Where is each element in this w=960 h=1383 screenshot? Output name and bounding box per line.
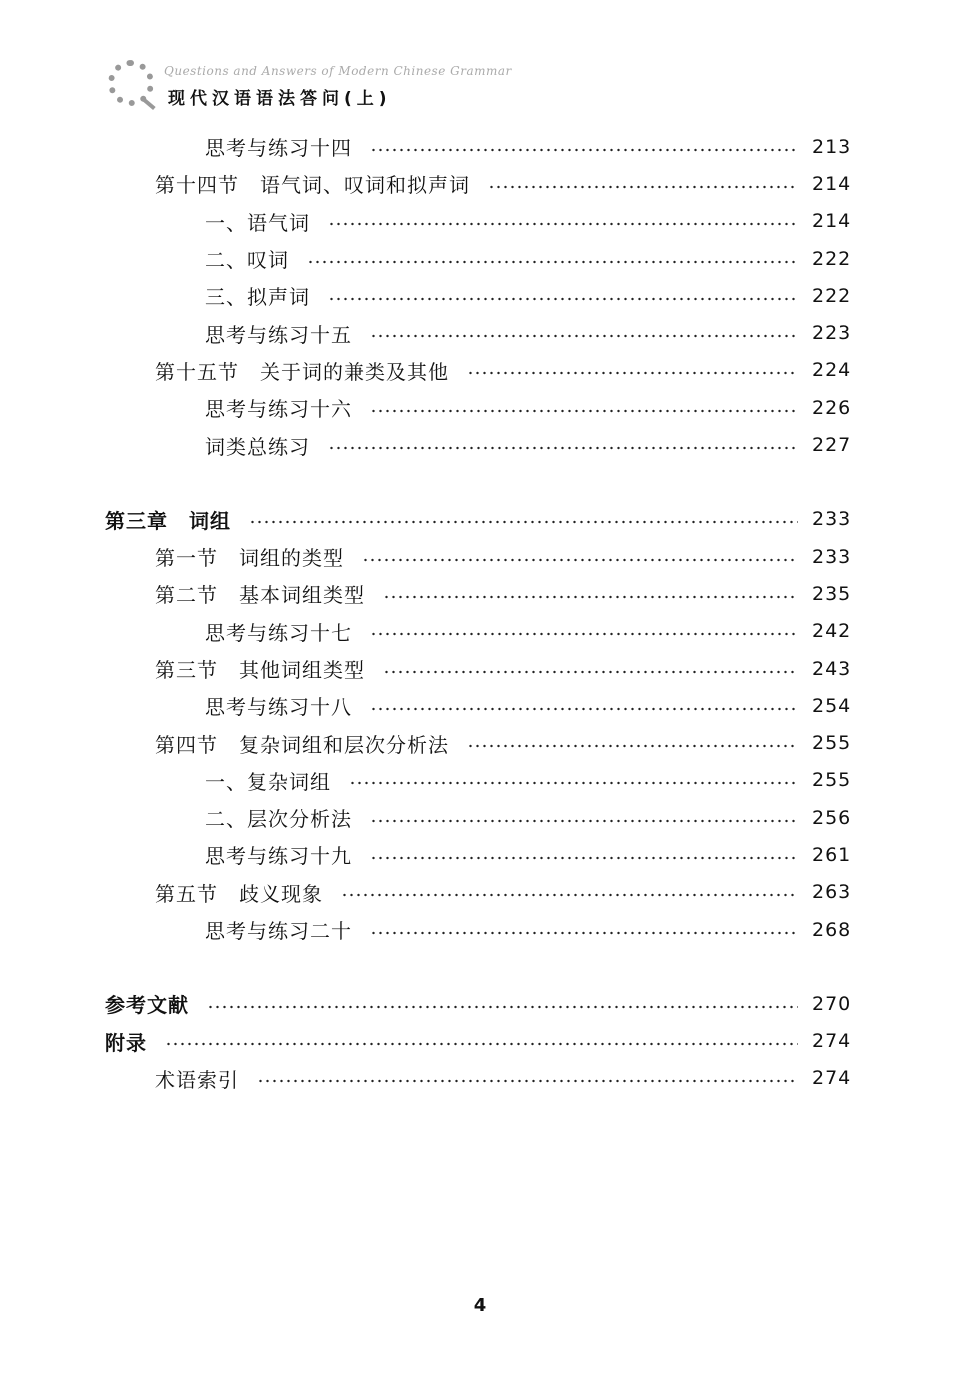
toc-entry-page: 254 <box>812 694 852 717</box>
toc-entry-page: 223 <box>812 322 852 345</box>
toc-entry-title: 第四节 复杂词组和层次分析法 <box>155 732 449 757</box>
toc-entry[interactable] <box>0 911 960 948</box>
toc-entry-title: 思考与练习十八 <box>205 695 352 720</box>
toc-entry[interactable] <box>0 128 960 165</box>
toc-entry[interactable] <box>0 277 960 314</box>
toc-entry[interactable] <box>0 352 960 389</box>
toc-entry-page: 263 <box>812 881 852 904</box>
toc-entry-title: 第一节 词组的类型 <box>155 546 344 571</box>
toc-entry-page: 233 <box>812 545 852 568</box>
toc-entry-page: 222 <box>812 247 852 270</box>
dot-leader <box>257 1079 798 1083</box>
toc-entry-page: 222 <box>812 284 852 307</box>
toc-entry[interactable] <box>0 426 960 463</box>
toc-entry[interactable] <box>0 240 960 277</box>
toc-entry-page: 233 <box>812 508 852 531</box>
dot-leader <box>370 409 798 413</box>
toc-entry-title: 第十五节 关于词的兼类及其他 <box>155 359 449 384</box>
toc-entry-page: 235 <box>812 582 852 605</box>
toc-entry-page: 268 <box>812 918 852 941</box>
toc-entry[interactable] <box>0 650 960 687</box>
toc-entry[interactable] <box>0 165 960 202</box>
dot-leader <box>370 819 798 823</box>
dot-leader <box>383 670 798 674</box>
toc-entry-page: 255 <box>812 769 852 792</box>
toc-entry-page: 214 <box>812 172 852 195</box>
toc-entry-title: 第二节 基本词组类型 <box>155 583 365 608</box>
toc-entry[interactable] <box>0 501 960 538</box>
dot-leader <box>341 893 798 897</box>
dot-leader <box>362 558 798 562</box>
toc-entry[interactable] <box>0 203 960 240</box>
toc-entry-page: 274 <box>812 1030 852 1053</box>
dot-leader <box>165 1042 798 1046</box>
toc-group <box>0 985 960 1097</box>
dot-leader <box>488 185 798 189</box>
toc-group <box>0 501 960 949</box>
toc-entry-title: 第五节 歧义现象 <box>155 881 323 906</box>
dot-leader <box>307 260 798 264</box>
header-subtitle: Questions and Answers of Modern Chinese Grammar <box>164 64 512 78</box>
toc-entry[interactable] <box>0 762 960 799</box>
toc-entry-title: 二、层次分析法 <box>205 807 352 832</box>
dot-leader <box>249 520 798 524</box>
book-title: 现代汉语语法答问(上) <box>168 89 392 109</box>
toc-entry[interactable] <box>0 575 960 612</box>
dot-leader <box>328 446 798 450</box>
toc-entry-title: 参考文献 <box>105 993 189 1018</box>
toc-entry-page: 256 <box>812 806 852 829</box>
toc-entry-title: 思考与练习二十 <box>205 919 352 944</box>
toc-entry[interactable] <box>0 1023 960 1060</box>
toc-entry-page: 214 <box>812 210 852 233</box>
running-header <box>108 60 528 115</box>
dot-leader <box>349 781 798 785</box>
toc-entry-title: 思考与练习十四 <box>205 136 352 161</box>
toc-entry[interactable] <box>0 799 960 836</box>
toc-entry-page: 224 <box>812 359 852 382</box>
toc-entry-page: 243 <box>812 657 852 680</box>
toc-entry[interactable] <box>0 985 960 1022</box>
toc-entry-title: 一、语气词 <box>205 210 310 235</box>
dot-leader <box>370 856 798 860</box>
toc-entry[interactable] <box>0 314 960 351</box>
toc-entry[interactable] <box>0 836 960 873</box>
toc-entry[interactable] <box>0 1060 960 1097</box>
toc-entry-page: 242 <box>812 620 852 643</box>
toc-entry-title: 二、叹词 <box>205 248 289 273</box>
dot-leader <box>370 931 798 935</box>
toc-entry-title: 词类总练习 <box>205 434 310 459</box>
toc-entry-title: 第三章 词组 <box>105 508 231 533</box>
table-of-contents <box>0 128 960 1134</box>
dot-leader <box>328 297 798 301</box>
toc-group <box>0 128 960 464</box>
dot-leader <box>467 744 798 748</box>
dot-leader <box>328 222 798 226</box>
dot-leader <box>467 371 798 375</box>
toc-entry-title: 思考与练习十五 <box>205 322 352 347</box>
page-number: 4 <box>473 1295 487 1316</box>
toc-entry[interactable] <box>0 874 960 911</box>
toc-entry-title: 思考与练习十七 <box>205 620 352 645</box>
toc-entry[interactable] <box>0 538 960 575</box>
toc-entry-title: 术语索引 <box>155 1067 239 1092</box>
toc-entry-title: 第三节 其他词组类型 <box>155 658 365 682</box>
toc-entry-page: 270 <box>812 992 852 1015</box>
toc-entry-page: 227 <box>812 434 852 457</box>
toc-entry-page: 274 <box>812 1067 852 1090</box>
dot-leader <box>383 595 798 599</box>
dot-leader <box>207 1005 798 1009</box>
toc-entry-title: 思考与练习十九 <box>205 844 352 869</box>
toc-entry-page: 213 <box>812 135 852 158</box>
toc-entry[interactable] <box>0 724 960 761</box>
toc-entry-title: 三、拟声词 <box>205 285 310 310</box>
toc-entry-page: 226 <box>812 396 852 419</box>
toc-entry-title: 思考与练习十六 <box>205 397 352 422</box>
dot-leader <box>370 632 798 636</box>
dot-leader <box>370 334 798 338</box>
dot-leader <box>370 148 798 152</box>
toc-entry[interactable] <box>0 687 960 724</box>
toc-entry-title: 一、复杂词组 <box>205 769 331 794</box>
toc-entry[interactable] <box>0 613 960 650</box>
toc-entry-title: 第十四节 语气词、叹词和拟声词 <box>155 173 470 198</box>
q-logo-icon <box>108 60 154 106</box>
toc-entry-page: 255 <box>812 732 852 755</box>
toc-entry[interactable] <box>0 389 960 426</box>
toc-entry-title: 附录 <box>105 1030 147 1055</box>
toc-entry-page: 261 <box>812 843 852 866</box>
dot-leader <box>370 707 798 711</box>
